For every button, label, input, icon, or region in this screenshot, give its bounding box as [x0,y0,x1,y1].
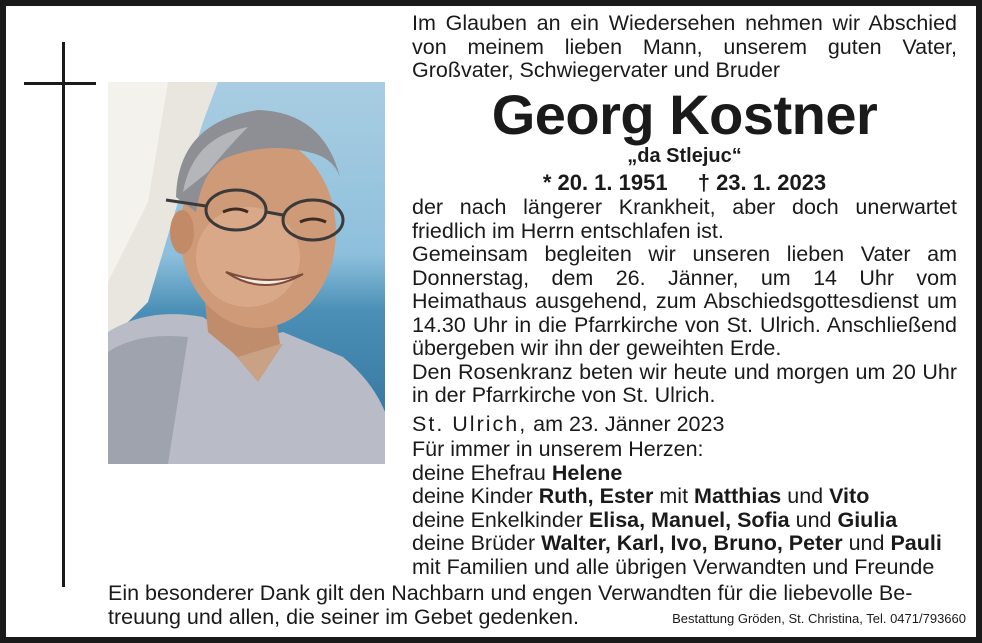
family-others: mit Familien und alle übrigen Verwandten und Freunde [412,554,935,579]
cross-horizontal-bar [24,82,96,85]
portrait-photo [108,82,385,464]
place: St. Ulrich, [412,412,528,436]
family-list [412,438,960,579]
birth-date: * 20. 1. 1951 [542,170,668,195]
family-wife [412,462,960,486]
children-names-b: Matthias [694,484,782,508]
funeral-details [412,196,957,408]
family-children [412,485,960,509]
grandchildren-and: und [795,507,832,532]
paragraph-passing: der nach längerer Krankheit, aber doch unerwartet friedlich im Herrn entschlafen ist. [412,195,957,243]
paragraph-service: Gemeinsam begleiten wir unseren lieben Vater am Donnerstag, dem 26. Jänner, um 14 Uhr vom Heimathaus ausgehend, zum Abschiedsgottesdienst um 14.30 Uhr in die Pfarrkirche von St. Ulrich. Anschließend übergeben wir ihn der geweihten Erde. [412,242,957,360]
brothers-names-a: Walter, Karl, Ivo, Bruno, Peter [541,531,843,555]
wife-name: Helene [551,460,623,485]
cross-vertical-bar [62,42,65,587]
family-brothers [412,532,960,556]
family-heading: Für immer in unserem Herzen: [412,437,704,461]
children-with: mit [659,484,689,508]
life-dates [412,170,957,196]
children-names-c: Vito [829,484,870,508]
portrait-illustration [108,82,385,464]
grandchildren-prefix: deine Enkelkinder [412,507,583,532]
grandchildren-names-a: Elisa, Manuel, Sofia [588,507,790,532]
children-names-a: Ruth, Ester [538,484,654,508]
brothers-and: und [848,531,885,555]
deceased-name: Georg Kostner [491,83,878,146]
thanks-line-2: treuung und allen, die seiner im Gebet gedenken. [108,605,579,629]
paragraph-rosary: Den Rosenkranz beten wir heute und morgen um 20 Uhr in der Pfarrkirche von St. Ulrich. [412,359,957,407]
obituary-card [6,6,976,637]
date: am 23. Jänner 2023 [533,412,725,436]
thanks-line-1: Ein besonderer Dank gilt den Nachbarn und engen Verwandten für die liebevolle Be- [108,581,913,605]
wife-prefix: deine Ehefrau [412,460,546,485]
death-date: † 23. 1. 2023 [697,170,827,195]
children-prefix: deine Kinder [412,484,533,508]
grandchildren-names-b: Giulia [837,507,898,532]
children-and: und [787,484,824,508]
intro-text: Im Glauben an ein Wiedersehen nehmen wir Abschied von meinem lieben Mann, unserem guten Vater, Großvater, Schwiegervater und Bruder [412,11,957,82]
nickname: „da Stlejuc“ [627,145,742,167]
family-grandchildren [412,509,960,533]
brothers-names-b: Pauli [890,531,942,555]
brothers-prefix: deine Brüder [412,531,536,555]
undertaker-contact: Bestattung Gröden, St. Christina, Tel. 0471/793660 [672,611,966,626]
place-and-date [412,412,724,436]
